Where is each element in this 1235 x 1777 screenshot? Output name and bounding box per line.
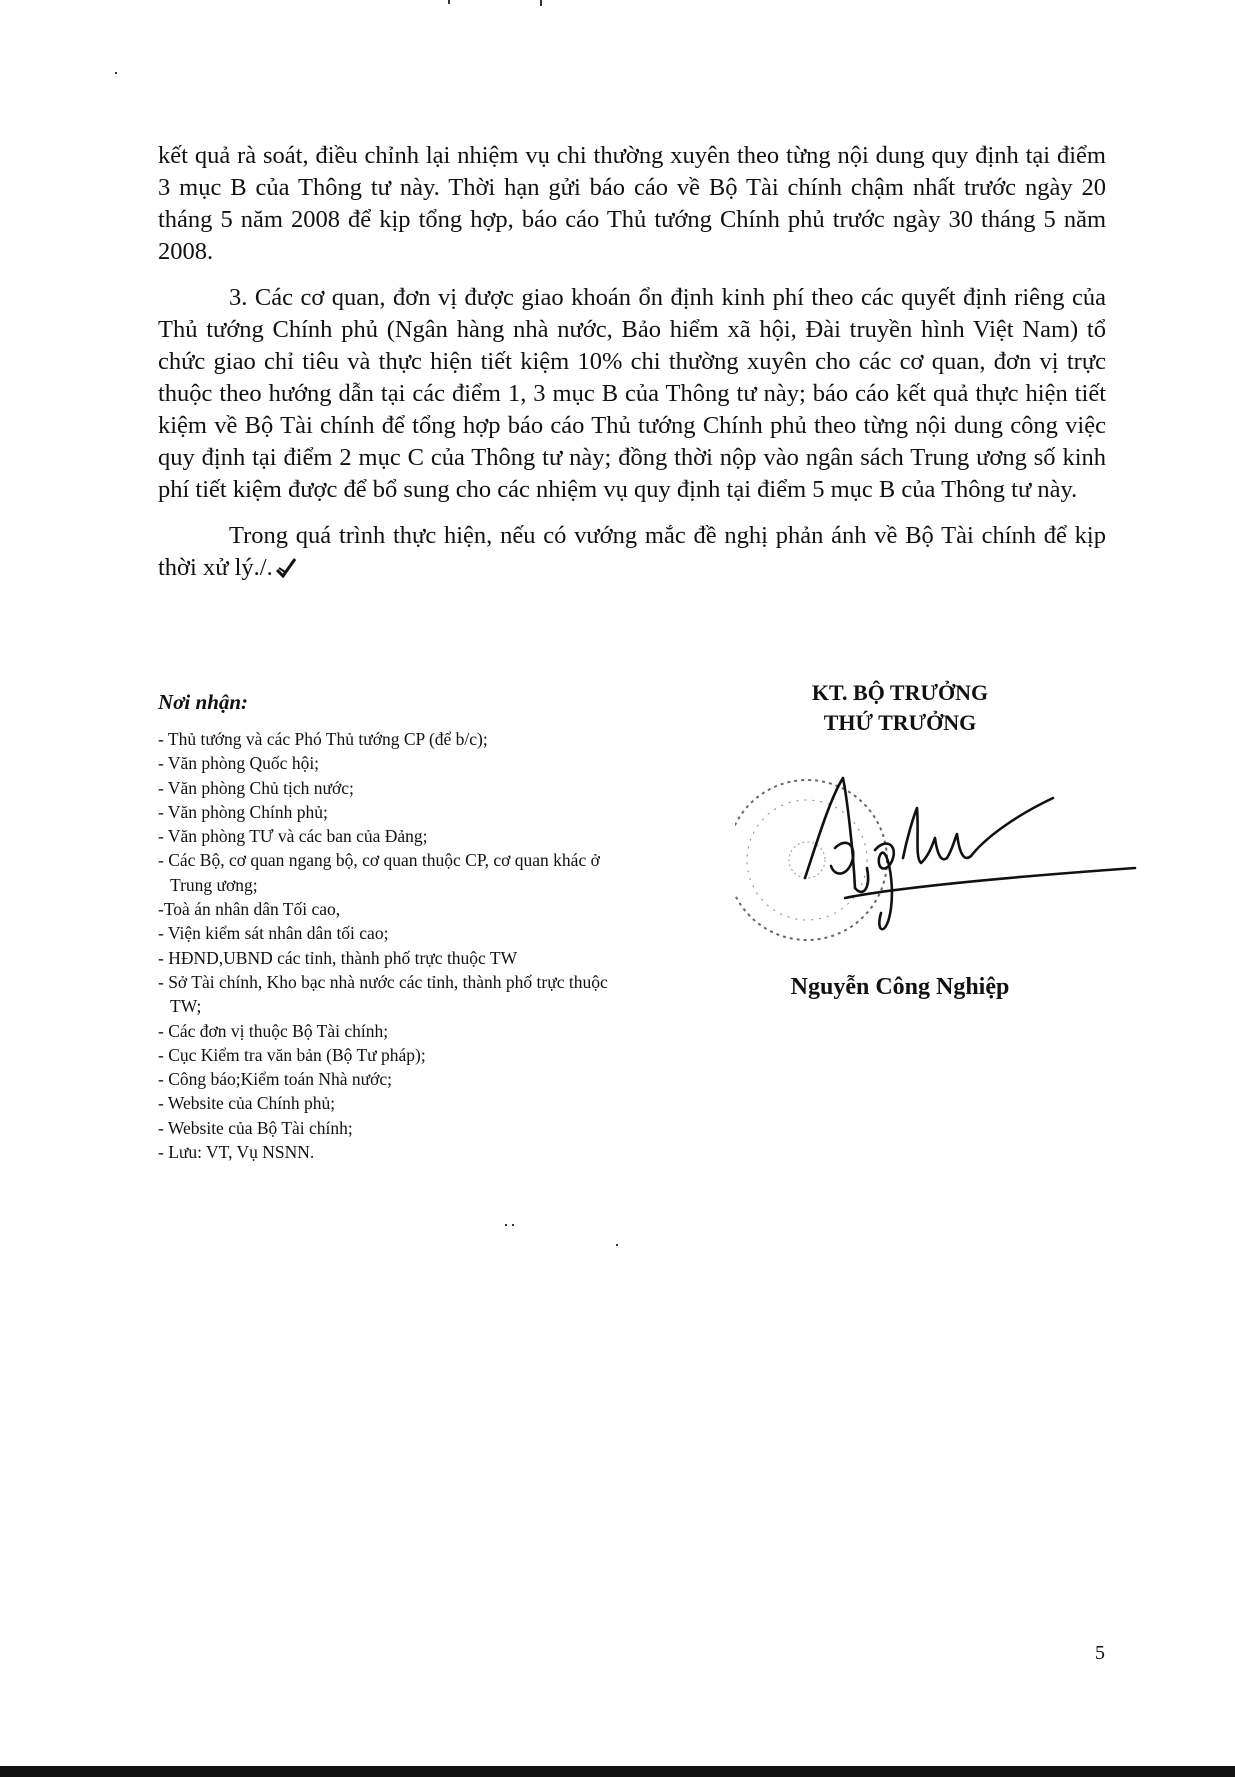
scan-speck <box>540 0 542 6</box>
scan-border <box>0 1766 1235 1777</box>
scan-speck <box>505 1224 507 1226</box>
recipient-item: - Viện kiểm sát nhân dân tối cao; <box>158 923 389 944</box>
signer-position: KT. BỘ TRƯỞNG <box>811 680 989 705</box>
recipients-list <box>158 727 628 1164</box>
signer-title: THỨ TRƯỞNG <box>823 710 977 735</box>
recipients-title: Nơi nhận: <box>158 690 249 714</box>
recipient-item: - Thủ tướng và các Phó Thủ tướng CP (để b/c); <box>158 729 488 749</box>
recipient-item: - Sở Tài chính, Kho bạc nhà nước các tỉnh, thành phố trực thuộc TW; <box>158 971 608 1017</box>
scan-speck <box>448 0 450 4</box>
closing-text: Trong quá trình thực hiện, nếu có vướng mắc đề nghị phản ánh về Bộ Tài chính để kịp thời xử lý./. <box>158 522 1106 581</box>
scan-speck <box>512 1224 514 1226</box>
recipient-item: - HĐND,UBND các tỉnh, thành phố trực thuộc TW <box>158 947 518 968</box>
scan-speck <box>115 72 117 74</box>
recipient-item: -Toà án nhân dân Tối cao, <box>158 899 341 920</box>
scan-speck <box>616 1244 618 1246</box>
recipient-item: - Văn phòng Quốc hội; <box>158 753 320 774</box>
initial-mark-icon <box>275 556 297 578</box>
recipient-item: - Văn phòng Chủ tịch nước; <box>158 777 354 798</box>
signature-area <box>735 738 1155 978</box>
recipient-item: - Văn phòng Chính phủ; <box>158 801 328 822</box>
recipient-item: - Các Bộ, cơ quan ngang bộ, cơ quan thuộc CP, cơ quan khác ở Trung ương; <box>158 850 600 895</box>
handwritten-signature-icon <box>805 778 1135 929</box>
page-number: 5 <box>1095 1642 1105 1664</box>
recipient-item: - Website của Bộ Tài chính; <box>158 1117 353 1138</box>
recipient-item: - Văn phòng TƯ và các ban của Đảng; <box>158 826 428 847</box>
signer-name: Nguyễn Công Nghiệp <box>790 974 1010 1000</box>
recipient-item: - Lưu: VT, Vụ NSNN. <box>158 1142 315 1163</box>
recipient-item: - Website của Chính phủ; <box>158 1093 336 1114</box>
recipient-item: - Cục Kiểm tra văn bản (Bộ Tư pháp); <box>158 1044 426 1065</box>
recipient-item: - Công báo;Kiểm toán Nhà nước; <box>158 1069 393 1090</box>
recipient-item: - Các đơn vị thuộc Bộ Tài chính; <box>158 1020 389 1041</box>
document-body <box>158 140 1106 598</box>
stamp-and-signature-icon <box>735 738 1155 978</box>
paragraph-continuation: kết quả rà soát, điều chỉnh lại nhiệm vụ chi thường xuyên theo từng nội dung quy định tại điểm 3 mục B của Thông tư này. Thời hạn gửi báo cáo về Bộ Tài chính chậm nhất trước ngày 20 tháng 5 năm 2008 để kịp tổng hợp, báo cáo Thủ tướng Chính phủ trước ngày 30 tháng 5 năm 2008. <box>158 142 1106 265</box>
paragraph-closing <box>158 520 1106 584</box>
paragraph-item-3: 3. Các cơ quan, đơn vị được giao khoán ổn định kinh phí theo các quyết định riêng của Thủ tướng Chính phủ (Ngân hàng nhà nước, Bảo hiểm xã hội, Đài truyền hình Việt Nam) tổ chức giao chỉ tiêu và thực hiện tiết kiệm 10% chi thường xuyên cho các cơ quan, đơn vị trực thuộc theo hướng dẫn tại các điểm 1, 3 mục B của Thông tư này; báo cáo kết quả thực hiện tiết kiệm về Bộ Tài chính để tổng hợp báo cáo Thủ tướng Chính phủ theo từng nội dung công việc quy định tại điểm 2 mục C của Thông tư này; đồng thời nộp vào ngân sách Trung ương số kinh phí tiết kiệm được để bổ sung cho các nhiệm vụ quy định tại điểm 5 mục B của Thông tư này. <box>158 284 1106 503</box>
signature-block <box>735 678 1065 1001</box>
recipients-block <box>158 690 628 1164</box>
